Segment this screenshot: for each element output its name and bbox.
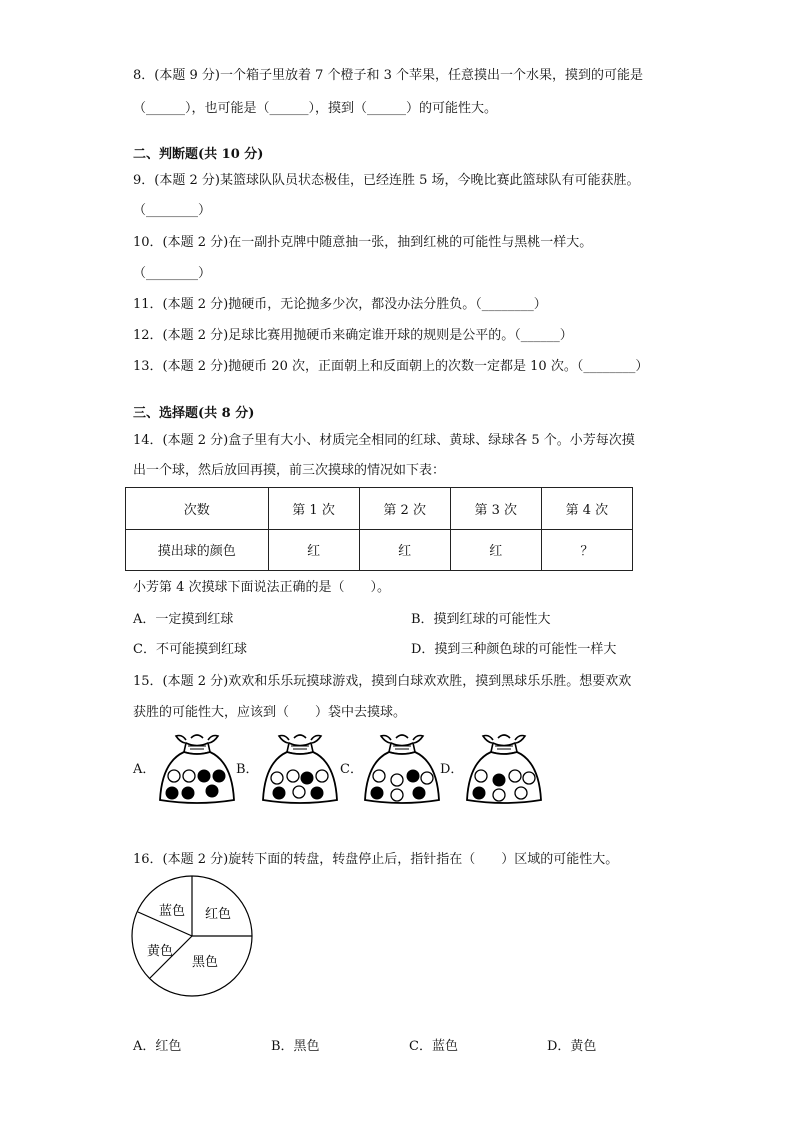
spinner-label-blue: 蓝色 [159,904,186,919]
spinner-label-black: 黑色 [192,955,219,970]
q9-line1: 9．(本题 2 分)某篮球队队员状态极佳，已经连胜 5 场，今晚比赛此篮球队有可能获胜。 [133,173,640,188]
q15-line1: 15．(本题 2 分)欢欢和乐乐玩摸球游戏，摸到白球欢欢胜，摸到黑球乐乐胜。想要欢欢 [133,674,632,689]
q11-line1: 11．(本题 2 分)抛硬币，无论抛多少次，都没办法分胜负。（________） [133,297,547,312]
q15-option-a-label[interactable]: A． [133,762,156,777]
table-row [126,488,633,530]
q10-line1: 10．(本题 2 分)在一副扑克牌中随意抽一张，抽到红桃的可能性与黑桃一样大。 [133,235,593,250]
table-cell: 次数 [126,488,269,530]
q14-table [125,487,633,571]
q14-stem: 小芳第 4 次摸球下面说法正确的是（ ）。 [133,580,391,595]
table-cell: 红 [450,529,541,571]
spinner-pie [130,874,254,998]
q15-option-c-label[interactable]: C． [340,762,363,777]
q16-option-b[interactable]: B．黑色 [271,1039,320,1054]
spinner-label-yellow: 黄色 [147,944,174,959]
table-cell: 第 3 次 [450,488,541,530]
q14-line2: 出一个球，然后放回再摸，前三次摸球的情况如下表： [133,463,446,478]
q16-option-d[interactable]: D．黄色 [547,1039,597,1054]
q8-line2: （______），也可能是（______），摸到（______）的可能性大。 [133,101,498,116]
bag-d-icon[interactable] [463,732,545,806]
spinner-label-red: 红色 [205,907,232,922]
q16-option-c[interactable]: C．蓝色 [409,1039,458,1054]
q8-line1: 8．(本题 9 分)一个箱子里放着 7 个橙子和 3 个苹果，任意摸出一个水果，摸到的可能是 [133,68,644,83]
section2-title: 二、判断题(共 10 分) [133,147,264,162]
table-cell: 摸出球的颜色 [126,529,269,571]
table-cell: 第 2 次 [359,488,450,530]
bag-a-icon[interactable] [156,732,238,806]
q15-option-b-label[interactable]: B． [236,762,259,777]
q14-option-d[interactable]: D．摸到三种颜色球的可能性一样大 [411,642,617,657]
q15-line2: 获胜的可能性大，应该到（ ）袋中去摸球。 [133,705,407,720]
q14-option-a[interactable]: A．一定摸到红球 [133,612,234,627]
q9-answer-blank: （________） [133,203,212,218]
table-cell: 红 [268,529,359,571]
q14-option-c[interactable]: C．不可能摸到红球 [133,642,247,657]
q14-line1: 14．(本题 2 分)盒子里有大小、材质完全相同的红球、黄球、绿球各 5 个。小芳每次摸 [133,433,635,448]
q10-answer-blank: （________） [133,266,212,281]
q16-option-a[interactable]: A．红色 [133,1039,182,1054]
section3-title: 三、选择题(共 8 分) [133,406,255,421]
table-row [126,529,633,571]
q12-line1: 12．(本题 2 分)足球比赛用抛硬币来确定谁开球的规则是公平的。（______） [133,328,573,343]
q14-option-b[interactable]: B．摸到红球的可能性大 [411,612,551,627]
bag-b-icon[interactable] [259,732,341,806]
table-cell: ？ [541,529,632,571]
table-cell: 第 1 次 [268,488,359,530]
bag-c-icon[interactable] [361,732,443,806]
table-cell: 第 4 次 [541,488,632,530]
q16-line1: 16．(本题 2 分)旋转下面的转盘，转盘停止后，指针指在（ ）区域的可能性大。 [133,852,619,867]
q13-line1: 13．(本题 2 分)抛硬币 20 次，正面朝上和反面朝上的次数一定都是 10 次。（________） [133,359,649,374]
q15-option-d-label[interactable]: D． [440,762,464,777]
table-cell: 红 [359,529,450,571]
